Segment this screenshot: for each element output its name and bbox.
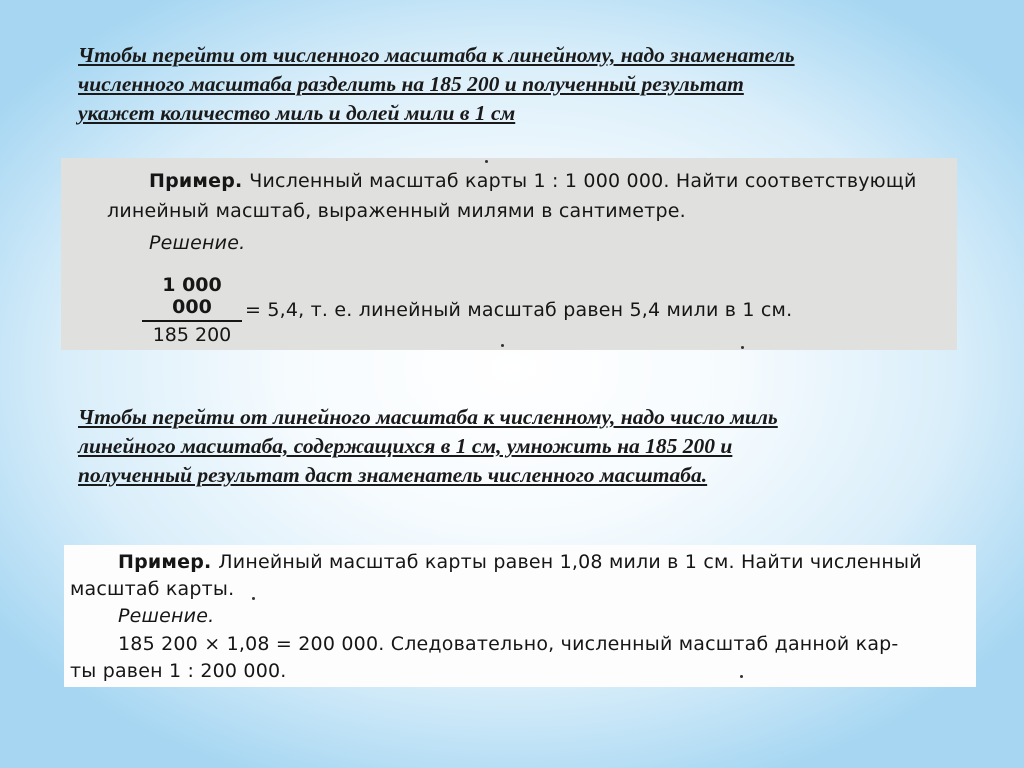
rule-line: численного масштаба разделить на 185 200 и полученный результат xyxy=(78,72,744,96)
rule-line: Чтобы перейти от численного масштаба к линейному, надо знаменатель xyxy=(78,43,795,67)
scan-speck xyxy=(501,344,504,347)
example-line: масштаб карты. xyxy=(70,578,235,600)
rule-line: линейного масштаба, содержащихся в 1 см, умножить на 185 200 и xyxy=(78,434,733,458)
scan-speck xyxy=(740,675,743,678)
rule-numeric-to-linear xyxy=(78,41,958,128)
example-scan-2 xyxy=(64,545,976,687)
scan-speck xyxy=(485,160,488,163)
example-line: 185 200 × 1,08 = 200 000. Следовательно, численный масштаб данной кар- xyxy=(118,633,899,655)
example-line: линейный масштаб, выраженный милями в сантиметре. xyxy=(107,200,686,222)
example-scan-1 xyxy=(61,158,957,350)
rule-line: Чтобы перейти от линейного масштаба к численному, надо число миль xyxy=(78,405,778,429)
example-line xyxy=(149,170,917,192)
example-line: ты равен 1 : 200 000. xyxy=(70,660,287,682)
example-label: Пример. xyxy=(118,551,212,573)
rule-line: полученный результат даст знаменатель численного масштаба. xyxy=(78,463,708,487)
fraction-numerator: 1 000 000 xyxy=(162,274,222,318)
fraction xyxy=(146,274,238,346)
solution-label: Решение. xyxy=(118,605,215,627)
scan-speck xyxy=(741,346,744,349)
example-text: Линейный масштаб карты равен 1,08 мили в 1 см. Найти численный xyxy=(218,551,922,573)
solution-label: Решение. xyxy=(149,232,246,254)
example-line xyxy=(118,551,922,573)
fraction-denominator: 185 200 xyxy=(152,324,232,346)
example-text: Численный масштаб карты 1 : 1 000 000. Найти соответствующй xyxy=(249,170,917,192)
example-result: = 5,4, т. е. линейный масштаб равен 5,4 мили в 1 см. xyxy=(245,299,793,321)
example-label: Пример. xyxy=(149,170,243,192)
rule-line: укажет количество миль и долей мили в 1 см xyxy=(78,101,516,125)
rule-linear-to-numeric xyxy=(78,403,958,490)
scan-speck xyxy=(252,597,255,600)
